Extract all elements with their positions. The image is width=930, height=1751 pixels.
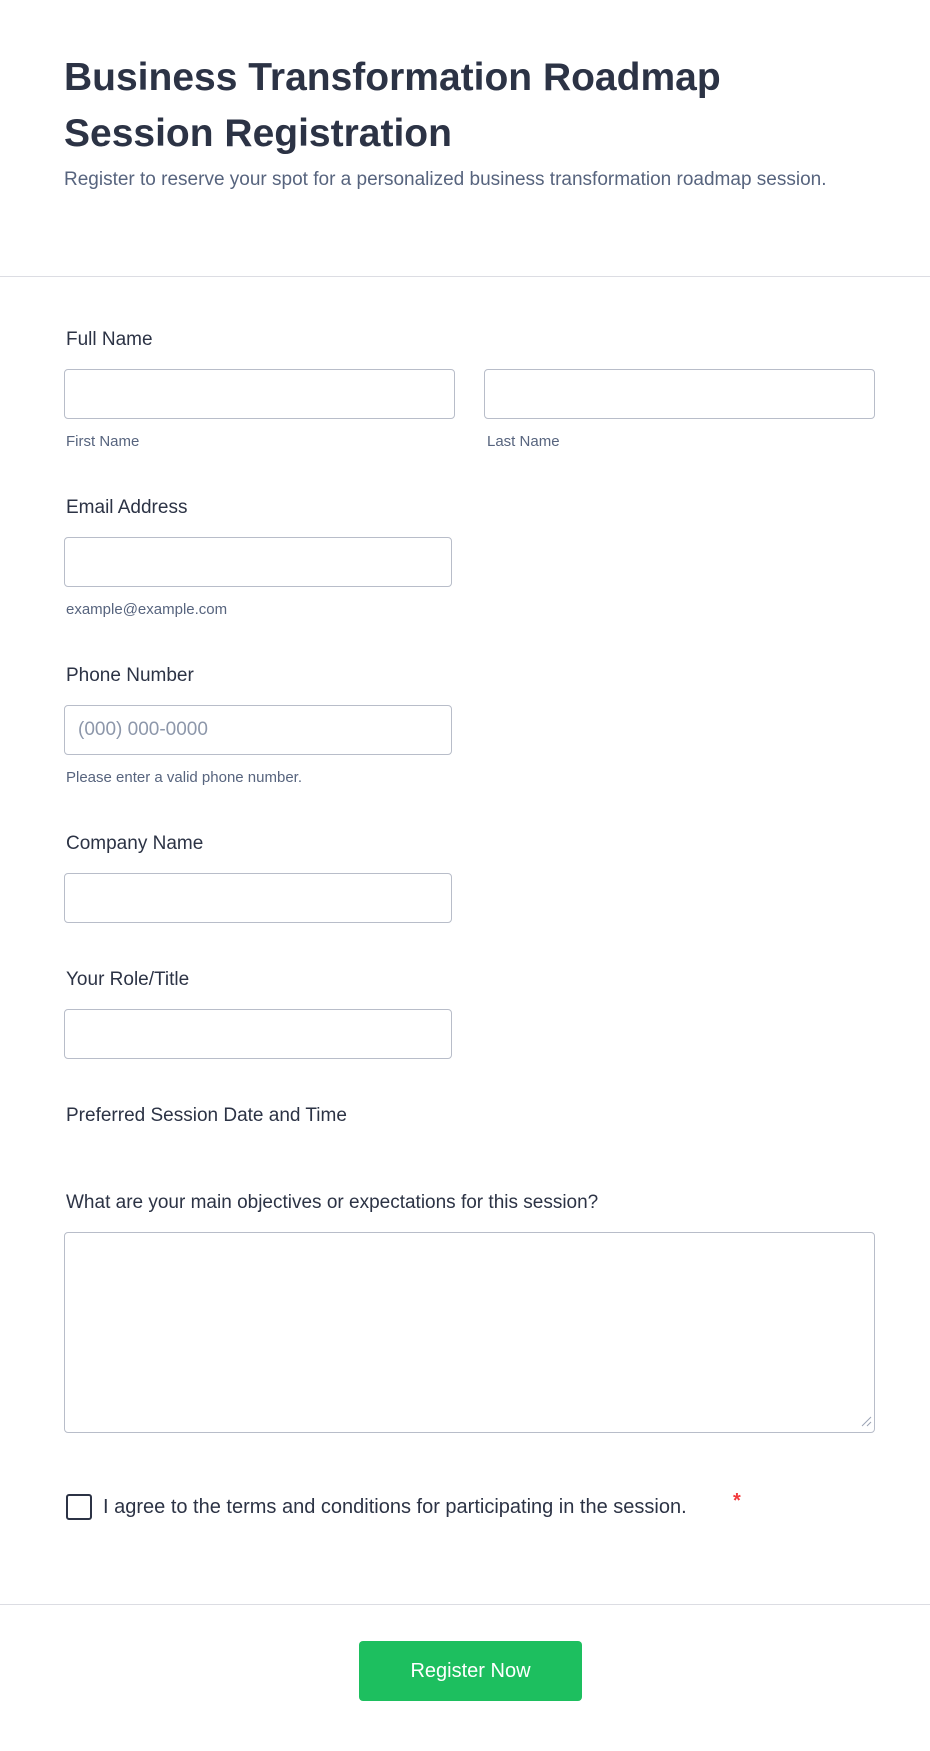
terms-label[interactable]: I agree to the terms and conditions for participating in the session. — [103, 1496, 687, 1518]
full-name-label: Full Name — [66, 329, 153, 350]
company-input[interactable] — [64, 873, 452, 923]
role-label: Your Role/Title — [66, 969, 190, 990]
first-name-sublabel: First Name — [66, 433, 140, 450]
form-title: Business Transformation Roadmap Session Registration — [64, 56, 721, 155]
role-input[interactable] — [64, 1009, 452, 1059]
resize-grip-icon[interactable] — [858, 1413, 872, 1427]
required-marker: * — [733, 1490, 741, 1512]
company-label: Company Name — [66, 833, 204, 854]
form-subtitle: Register to reserve your spot for a personalized business transformation roadmap session. — [64, 169, 827, 190]
phone-label: Phone Number — [66, 665, 194, 686]
register-button[interactable]: Register Now — [359, 1641, 582, 1701]
email-sublabel: example@example.com — [66, 601, 228, 618]
email-label: Email Address — [66, 497, 188, 518]
session-datetime-label: Preferred Session Date and Time — [66, 1105, 347, 1126]
form-header — [0, 0, 930, 277]
terms-checkbox[interactable] — [66, 1494, 92, 1520]
first-name-input[interactable] — [64, 369, 455, 419]
email-input[interactable] — [64, 537, 452, 587]
objectives-textarea[interactable] — [64, 1232, 875, 1433]
phone-sublabel: Please enter a valid phone number. — [66, 769, 302, 786]
last-name-sublabel: Last Name — [487, 433, 560, 450]
last-name-input[interactable] — [484, 369, 875, 419]
phone-input[interactable] — [64, 705, 452, 755]
objectives-label: What are your main objectives or expectations for this session? — [66, 1192, 599, 1213]
